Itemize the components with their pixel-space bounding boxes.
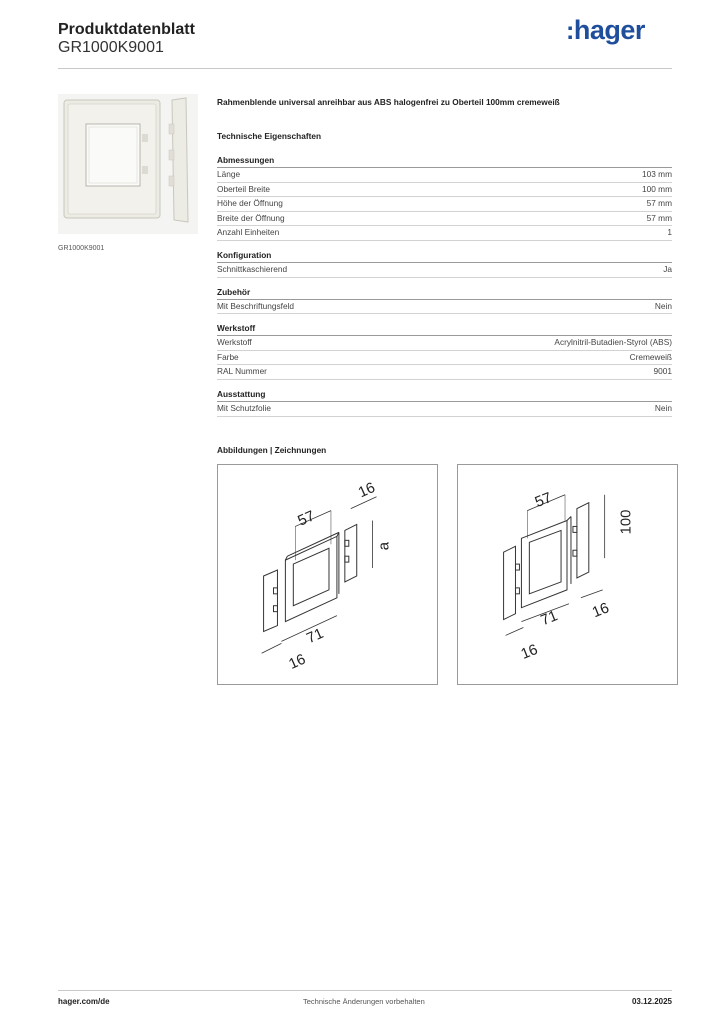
spec-group-title: Werkstoff bbox=[217, 323, 672, 336]
spec-value: 100 mm bbox=[642, 183, 672, 194]
spec-value: 57 mm bbox=[646, 198, 672, 209]
spec-value: Acrylnitril-Butadien-Styrol (ABS) bbox=[554, 337, 672, 348]
spec-group-zubehoer bbox=[217, 287, 672, 315]
spec-label: Schnittkaschierend bbox=[217, 263, 288, 274]
spec-group-abmessungen bbox=[217, 155, 672, 241]
spec-label: Oberteil Breite bbox=[217, 183, 271, 194]
image-caption: GR1000K9001 bbox=[58, 245, 105, 252]
spec-row bbox=[217, 336, 672, 351]
footer-divider bbox=[58, 990, 672, 991]
dim-label: a bbox=[376, 541, 393, 551]
spec-row bbox=[217, 351, 672, 366]
product-description: Rahmenblende universal anreihbar aus ABS halogenfrei zu Oberteil 100mm cremeweiß bbox=[217, 97, 560, 107]
spec-label: Werkstoff bbox=[217, 337, 252, 348]
product-image bbox=[58, 94, 198, 234]
footer-date: 03.12.2025 bbox=[631, 997, 672, 1006]
spec-group-werkstoff bbox=[217, 323, 672, 380]
spec-value: 57 mm bbox=[646, 212, 672, 223]
spec-row bbox=[217, 168, 672, 183]
spec-group-ausstattung bbox=[217, 389, 672, 417]
spec-row bbox=[217, 212, 672, 227]
article-number: GR1000K9001 bbox=[58, 39, 164, 56]
spec-group-konfiguration bbox=[217, 250, 672, 278]
dim-label: 57 bbox=[532, 490, 555, 512]
spec-value: Nein bbox=[654, 402, 672, 413]
spec-row bbox=[217, 183, 672, 198]
spec-label: Höhe der Öffnung bbox=[217, 198, 283, 209]
spec-label: Mit Schutzfolie bbox=[217, 402, 271, 413]
spec-row bbox=[217, 365, 672, 380]
drawing-left bbox=[217, 464, 438, 685]
spec-row bbox=[217, 300, 672, 315]
hager-logo[interactable] bbox=[566, 15, 645, 46]
spec-value: Nein bbox=[654, 300, 672, 311]
spec-value: Ja bbox=[663, 263, 672, 274]
spec-row bbox=[217, 402, 672, 417]
dim-label: 16 bbox=[518, 641, 541, 663]
spec-label: Länge bbox=[217, 169, 241, 179]
footer-notice: Technische Änderungen vorbehalten bbox=[303, 997, 425, 1006]
logo-text: hager bbox=[573, 15, 645, 45]
spec-row bbox=[217, 226, 672, 241]
spec-label: Breite der Öffnung bbox=[217, 212, 285, 223]
spec-label: Farbe bbox=[217, 351, 239, 362]
figures-heading: Abbildungen | Zeichnungen bbox=[217, 445, 327, 455]
logo-colon: : bbox=[566, 17, 574, 45]
dim-label: 57 bbox=[295, 508, 318, 530]
spec-label: RAL Nummer bbox=[217, 366, 267, 377]
spec-row bbox=[217, 263, 672, 278]
tech-properties-heading: Technische Eigenschaften bbox=[217, 131, 322, 141]
spec-row bbox=[217, 197, 672, 212]
spec-value: 103 mm bbox=[642, 169, 672, 179]
header-divider bbox=[58, 68, 672, 69]
spec-label: Mit Beschriftungsfeld bbox=[217, 300, 295, 311]
dim-label: 100 bbox=[618, 509, 635, 535]
drawing-right bbox=[457, 464, 678, 685]
spec-group-title: Zubehör bbox=[217, 287, 672, 300]
spec-value: 9001 bbox=[653, 366, 672, 377]
dim-label: 71 bbox=[538, 608, 560, 630]
dim-label: 16 bbox=[590, 600, 612, 622]
dim-label: 16 bbox=[286, 651, 309, 673]
dim-label: 71 bbox=[304, 625, 327, 648]
spec-value: 1 bbox=[667, 227, 672, 238]
page-title: Produktdatenblatt bbox=[58, 21, 195, 38]
spec-label: Anzahl Einheiten bbox=[217, 227, 280, 238]
spec-group-title: Ausstattung bbox=[217, 389, 672, 402]
footer-website-link[interactable]: hager.com/de bbox=[58, 997, 110, 1006]
spec-value: Cremeweiß bbox=[629, 351, 672, 362]
dim-label: 16 bbox=[356, 479, 378, 502]
spec-group-title: Konfiguration bbox=[217, 250, 672, 263]
spec-group-title: Abmessungen bbox=[217, 155, 672, 168]
specs-table bbox=[217, 155, 672, 426]
